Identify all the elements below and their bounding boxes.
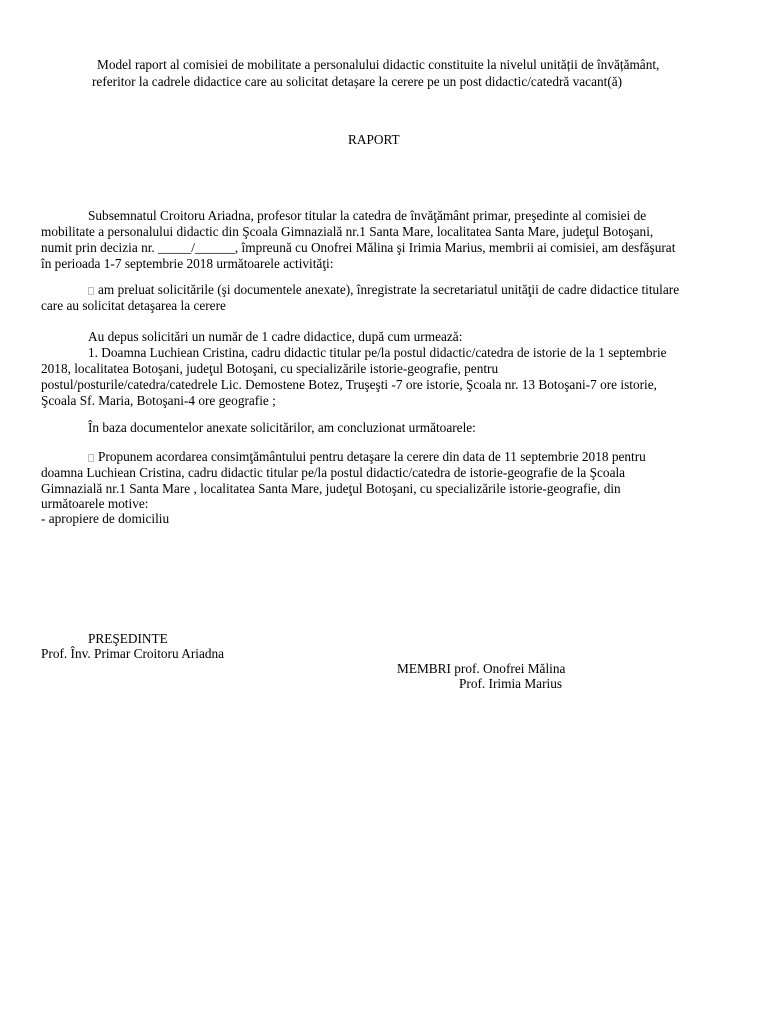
paragraph-5-text: Propunem acordarea consimţământului pentru detaşare la cerere din data de 11 septembrie 2018 pentru: [98, 449, 646, 464]
paragraph-5-line-1: [88, 449, 646, 465]
paragraph-3-line-5: Şcoala Sf. Maria, Botoşani-4 ore geografie ;: [41, 393, 276, 408]
checkbox-icon: [88, 287, 94, 295]
paragraph-2-text: am preluat solicitările (şi documentele anexate), înregistrate la secretariatul unităţii de cadre didactice titulare: [98, 282, 680, 297]
paragraph-2-line-1: [88, 282, 679, 298]
paragraph-1-line-3: numit prin decizia nr. _____/______, împreună cu Onofrei Mălina şi Irimia Marius, membrii ai comisiei, am desfăşurat: [41, 240, 676, 255]
document-title: RAPORT: [348, 132, 400, 147]
paragraph-5-line-2: doamna Luchiean Cristina, cadru didactic titular pe/la postul didactic/catedra de istorie-geografie de la Şcoala: [41, 465, 626, 480]
paragraph-3-line-1: Au depus solicitări un număr de 1 cadre didactice, după cum urmează:: [88, 329, 463, 344]
checkbox-icon: [88, 454, 94, 462]
members-line-1: MEMBRI prof. Onofrei Mălina: [397, 661, 566, 676]
header-line-2: referitor la cadrele didactice care au solicitat detașare la cerere pe un post didactic/catedră vacant(ă): [92, 74, 623, 89]
paragraph-4: În baza documentelor anexate solicitărilor, am concluzionat următoarele:: [88, 420, 476, 435]
paragraph-1-line-1: Subsemnatul Croitoru Ariadna, profesor titular la catedra de învăţământ primar, preşedinte al comisiei de: [88, 208, 647, 223]
reason-item: - apropiere de domiciliu: [41, 511, 170, 526]
paragraph-2-line-2: care au solicitat detaşarea la cerere: [41, 298, 226, 313]
paragraph-3-line-3: 2018, localitatea Botoşani, judeţul Botoşani, cu specializările istorie-geografie, pentru: [41, 361, 499, 376]
paragraph-5-line-4: următoarele motive:: [41, 496, 149, 511]
paragraph-1-line-2: mobilitate a personalului didactic din Şcoala Gimnazială nr.1 Santa Mare, localitatea Santa Mare, judeţul Botoşani,: [41, 224, 654, 239]
paragraph-1-line-4: în perioada 1-7 septembrie 2018 următoarele activităţi:: [41, 256, 334, 271]
president-title: PREŞEDINTE: [88, 631, 168, 646]
paragraph-3-line-2: 1. Doamna Luchiean Cristina, cadru didactic titular pe/la postul didactic/catedra de istorie de la 1 septembrie: [88, 345, 667, 360]
header-line-1: Model raport al comisiei de mobilitate a personalului didactic constituite la nivelul unității de învățământ,: [97, 57, 660, 72]
members-line-2: Prof. Irimia Marius: [459, 676, 563, 691]
president-name: Prof. Înv. Primar Croitoru Ariadna: [41, 646, 225, 661]
paragraph-3-line-4: postul/posturile/catedra/catedrele Lic. Demostene Botez, Truşeşti -7 ore istorie, Şcoala nr. 13 Botoşani-7 ore istorie,: [41, 377, 657, 392]
paragraph-5-line-3: Gimnazială nr.1 Santa Mare , localitatea Santa Mare, judeţul Botoşani, cu specializările istorie-geografie, din: [41, 481, 621, 496]
